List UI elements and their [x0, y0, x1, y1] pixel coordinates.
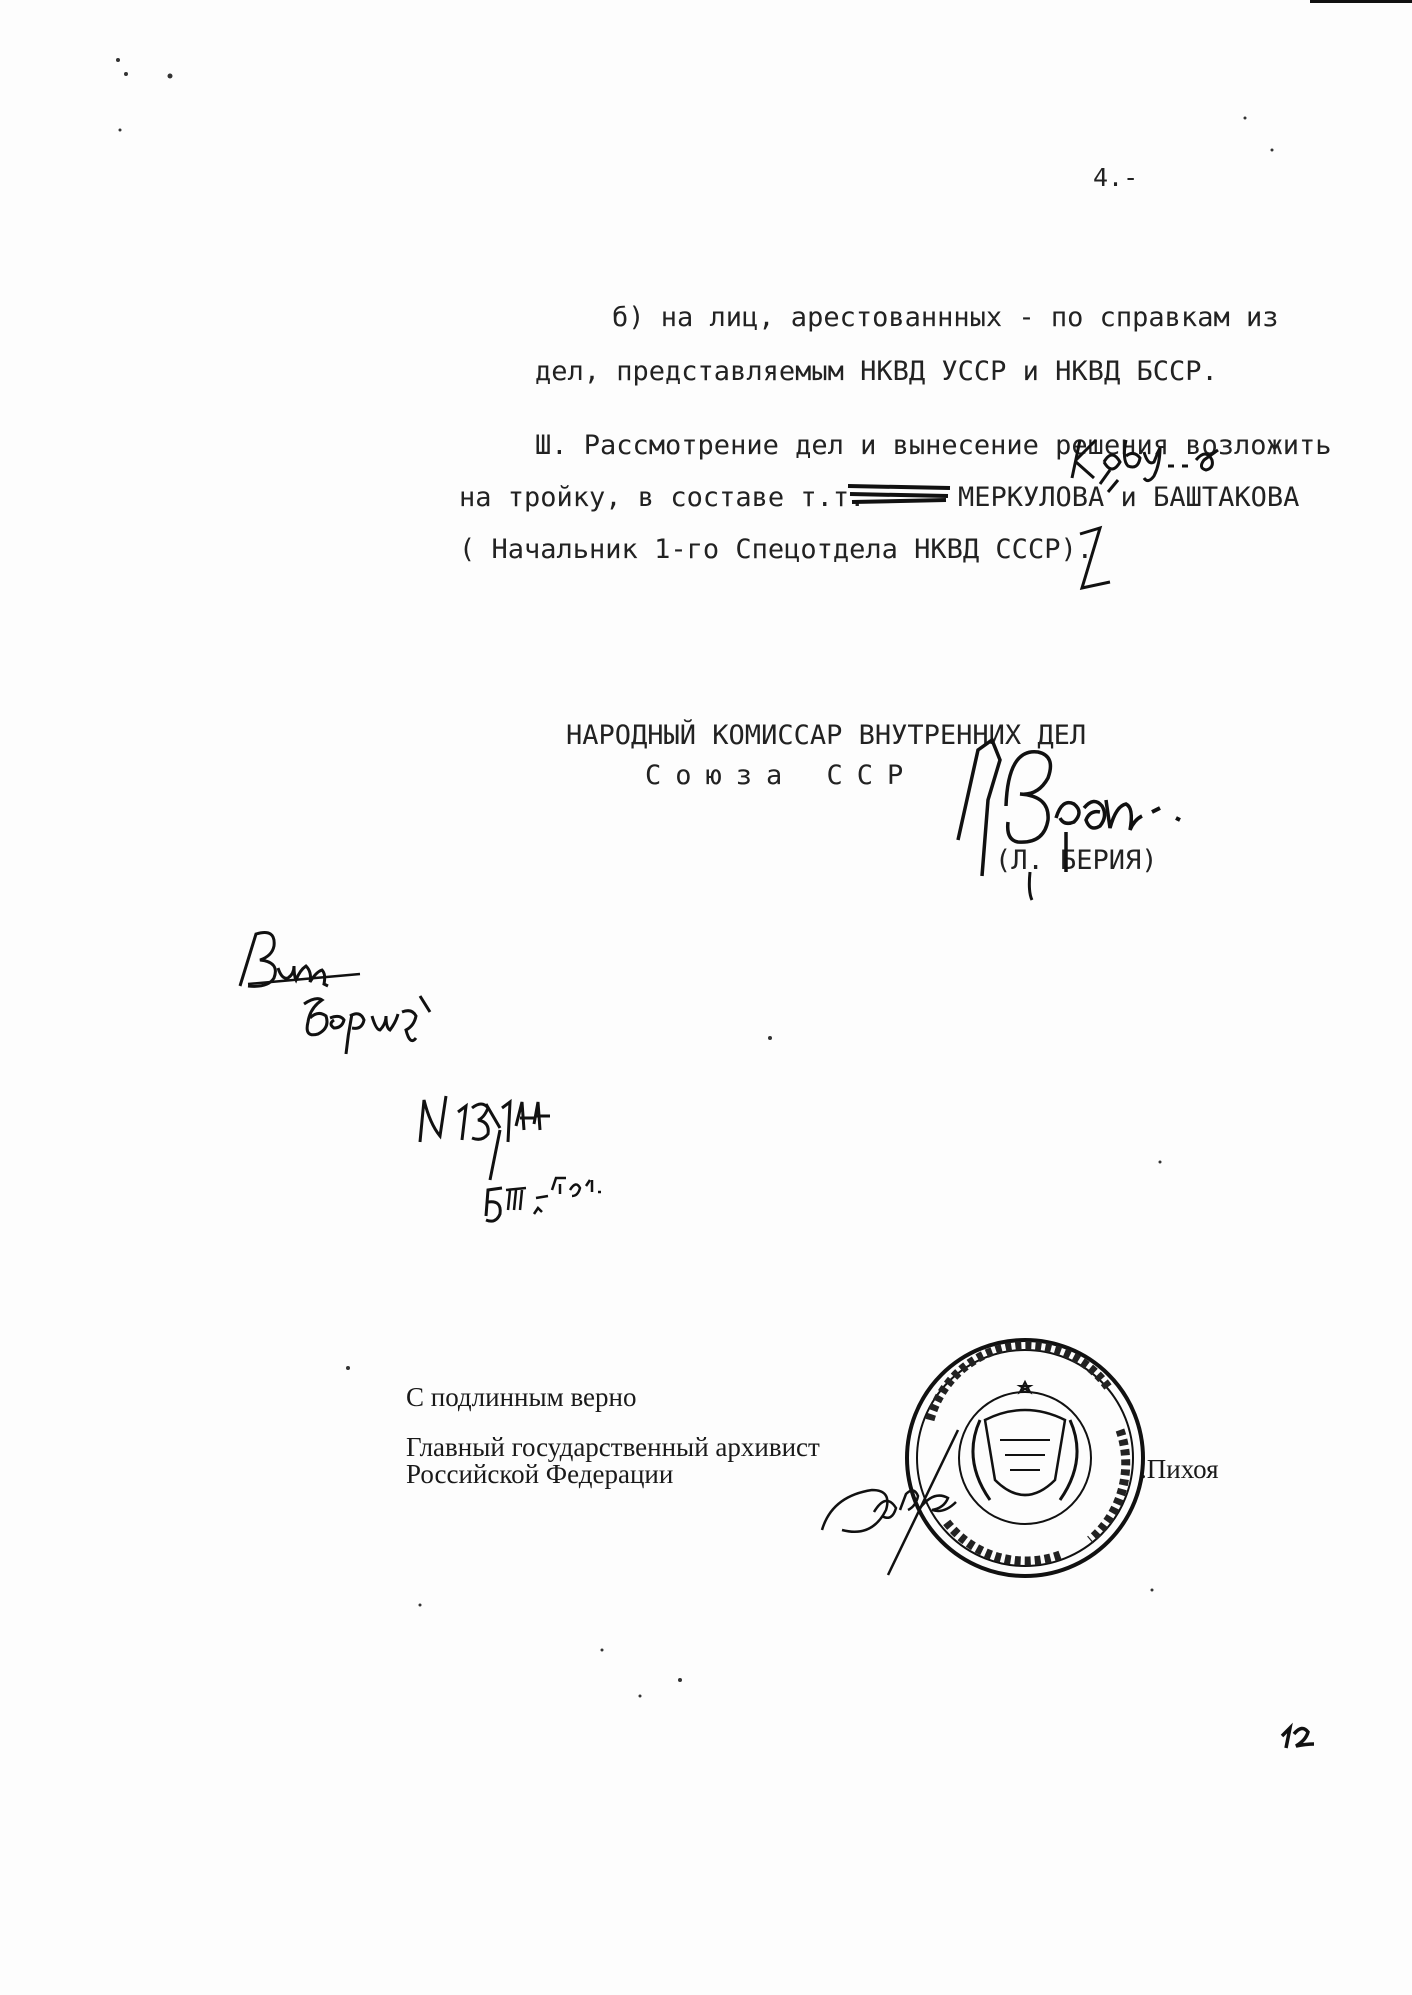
signature-title-line-1: НАРОДНЫЙ КОМИССАР ВНУТРЕННИХ ДЕЛ	[566, 720, 1087, 751]
erased-name-strike	[848, 486, 950, 502]
para-3-line-3: ( Начальник 1-го Спецотдела НКВД СССР).	[459, 534, 1093, 565]
para-3-line-1: Ш. Рассмотрение дел и вынесение решения возложить	[535, 430, 1332, 461]
registry-handwriting	[420, 1096, 601, 1221]
page-number: 4.-	[1093, 163, 1139, 192]
handwritten-z-mark	[1080, 528, 1110, 588]
para-3-line-2-names: МЕРКУЛОВА и БАШТАКОВА	[958, 482, 1300, 513]
certification-line-3: Российской Федерации	[406, 1459, 674, 1489]
certification-name: .Пихоя	[1140, 1454, 1219, 1484]
sheet-number-handwriting	[1282, 1728, 1314, 1748]
signature-name: (Л. БЕРИЯ)	[995, 845, 1158, 876]
para-b-line-1: б) на лиц, арестованнных - по справкам из	[612, 302, 1279, 333]
para-b-line-2: дел, представляемым НКВД УССР и НКВД БССР.	[535, 356, 1218, 387]
insertion-handwriting	[1072, 440, 1218, 492]
signature-title-line-2: Союза ССР	[645, 760, 918, 791]
scan-noise	[116, 58, 1274, 1698]
para-3-line-2: на тройку, в составе т.т.	[459, 482, 866, 513]
certification-line-1: С подлинным верно	[406, 1382, 637, 1412]
margin-note-handwriting	[240, 933, 430, 1055]
archivist-signature	[822, 1430, 958, 1575]
certification-line-2: Главный государственный архивист	[406, 1432, 820, 1462]
archive-official-stamp	[907, 1340, 1143, 1576]
beria-signature	[958, 740, 1180, 900]
